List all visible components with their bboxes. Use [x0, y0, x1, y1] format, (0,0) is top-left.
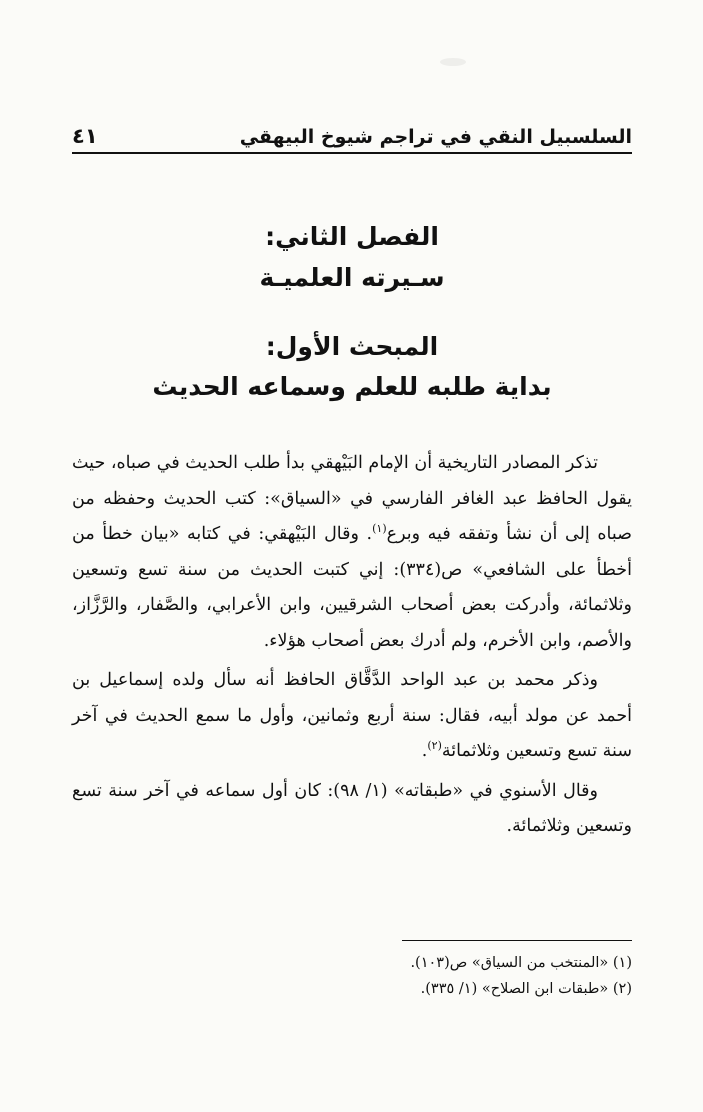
paragraph-1-continued: . وقال البَيْهقي: في كتابه «بيان خطأ من أخطأ على الشافعي» ص(٣٣٤): إني كتبت الحديث من سنة تسع وتسعين وثلاثمائة، وأدركت بعض أصحاب الشرقيين، وابن الأعرابي، والصَّفار، والرَّزَّاز، والأصم، وابن الأخرم، ولم أدرك بعض أصحاب هؤلاء.: [72, 524, 632, 651]
section-title: بداية طلبه للعلم وسماعه الحديث: [152, 372, 552, 401]
paragraph-3: [72, 774, 632, 845]
paragraph-2: [72, 663, 632, 770]
footnote-1: (١) «المنتخب من السياق» ص(١٠٣).: [410, 955, 632, 971]
footnote-2: (٢) «طبقات ابن الصلاح» (١/ ٣٣٥).: [420, 981, 632, 997]
section-heading: المبحث الأول:: [265, 332, 439, 361]
running-title: السلسبيل النقي في تراجم شيوخ البيهقي: [239, 126, 632, 148]
header-rule: [72, 152, 632, 154]
footnote-ref-2: (٢): [427, 739, 442, 753]
body-text: [72, 446, 632, 849]
chapter-heading: الفصل الثاني:: [265, 222, 439, 251]
footnote-rule: [402, 940, 632, 941]
paper-mark: [440, 58, 466, 66]
paragraph-2-end: .: [421, 741, 428, 761]
page-header: [72, 108, 632, 148]
paragraph-1: [72, 446, 632, 659]
footnotes: [72, 950, 632, 1002]
footnote-ref-1: (١): [372, 522, 387, 536]
page-number: ٤١: [72, 124, 98, 148]
paragraph-2-text: وذكر محمد بن عبد الواحد الدَّقَّاق الحافظ أنه سأل ولده إسماعيل بن أحمد عن مولد أبيه، فقال: سنة أربع وثمانين، وأول ما سمع الحديث في آخر سنة تسع وتسعين وثلاثمائة: [72, 670, 632, 761]
paragraph-1-text: تذكر المصادر التاريخية أن الإمام البَيْهقي بدأ طلب الحديث في صباه، حيث يقول الحافظ عبد الغافر الفارسي في «السياق»: كتب الحديث وحفظه من صباه إلى أن نشأ وتفقه فيه وبرع: [72, 453, 632, 544]
paragraph-3-text: وقال الأسنوي في «طبقاته» (١/ ٩٨): كان أول سماعه في آخر سنة تسع وتسعين وثلاثمائة.: [72, 780, 632, 836]
chapter-title: سـيرته العلميـة: [259, 263, 445, 292]
